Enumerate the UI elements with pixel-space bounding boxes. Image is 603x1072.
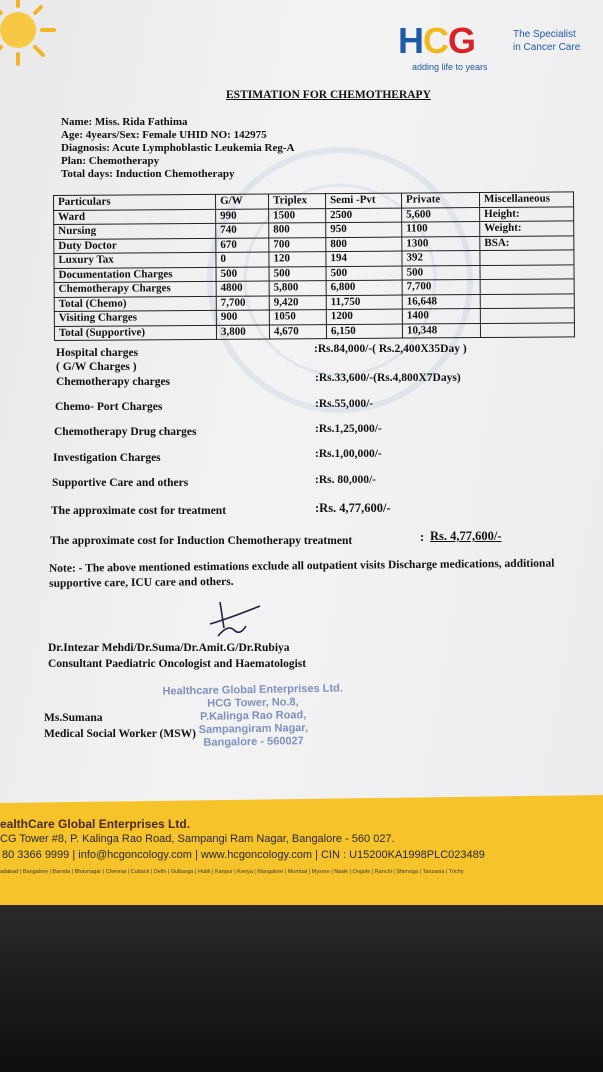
- table-cell: 2500: [326, 208, 402, 223]
- table-cell: 6,150: [326, 324, 402, 339]
- table-cell: Height:: [480, 206, 574, 221]
- approx-cost-value: :Rs. 4,77,600/-: [315, 501, 391, 515]
- table-cell: 740: [216, 223, 269, 238]
- table-cell: Weight:: [480, 221, 574, 236]
- induction-cost-value: Rs. 4,77,600/-: [430, 529, 502, 543]
- footer-cities: adabad | Bangalore | Baroda | Bhavnagar | Chennai | Cuttack | Delhi | Gulbarga | Hubli | Kanpur | Kenya | Mangalore | Mumbai | Mysore | Nasik | Ongole | Ranchi | Shimoga | Tanzania | Trichy: [0, 869, 464, 875]
- background-shadow: [0, 905, 603, 1072]
- table-cell: 1050: [269, 310, 326, 325]
- supportive-care-value: :Rs. 80,000/-: [315, 474, 377, 486]
- table-cell: 10,348: [402, 323, 480, 338]
- table-cell: 16,648: [402, 294, 480, 309]
- table-cell: Luxury Tax: [54, 252, 216, 268]
- patient-total-days: Total days: Induction Chemotherapy: [61, 168, 235, 180]
- social-worker-block: [44, 710, 196, 742]
- table-cell: 5,800: [269, 281, 326, 296]
- table-cell: Documentation Charges: [54, 267, 216, 283]
- table-cell: [480, 322, 574, 337]
- table-cell: Ward: [54, 209, 216, 225]
- table-cell: Total (Supportive): [54, 325, 216, 341]
- chemotherapy-charges-value: :Rs.33,600/-(Rs.4,800X7Days): [315, 372, 461, 384]
- table-cell: 1100: [402, 222, 480, 237]
- patient-diagnosis: Diagnosis: Acute Lymphoblastic Leukemia Reg-A: [61, 142, 295, 154]
- table-cell: [480, 293, 574, 308]
- table-cell: 500: [402, 265, 480, 280]
- table-cell: [480, 250, 574, 265]
- investigation-charges-value: :Rs.1,00,000/-: [315, 448, 382, 460]
- table-cell: 500: [326, 266, 402, 281]
- table-cell: 800: [326, 237, 402, 252]
- chemotherapy-charges-label: Chemotherapy charges: [56, 376, 171, 388]
- hcg-logo: HCG: [398, 20, 476, 61]
- table-cell: 900: [216, 310, 269, 325]
- signature-icon: [200, 598, 270, 643]
- table-cell: 990: [216, 208, 269, 223]
- investigation-charges-label: Investigation Charges: [53, 452, 161, 464]
- table-header: G/W: [215, 194, 268, 209]
- sun-emblem-icon: [0, 0, 68, 80]
- table-header: Miscellaneous: [479, 192, 573, 207]
- table-cell: Duty Doctor: [54, 238, 216, 254]
- table-cell: 7,700: [216, 295, 269, 310]
- note-text: Note: - The above mentioned estimations exclude all outpatient visits Discharge medications, additional supportive care, ICU care and others.: [48, 557, 555, 590]
- table-cell: 194: [326, 251, 402, 266]
- document-title: ESTIMATION FOR CHEMOTHERAPY: [226, 89, 431, 101]
- table-header: Semi -Pvt: [325, 193, 401, 208]
- induction-cost-colon: :: [420, 530, 425, 544]
- footer-address: CG Tower #8, P. Kalinga Rao Road, Sampangi Ram Nagar, Bangalore - 560 027.: [0, 833, 395, 845]
- supportive-care-label: Supportive Care and others: [52, 477, 189, 489]
- table-cell: 5,600: [402, 207, 480, 222]
- port-charges-label: Chemo- Port Charges: [55, 401, 163, 413]
- drug-charges-label: Chemotherapy Drug charges: [54, 426, 197, 438]
- table-cell: 7,700: [402, 280, 480, 295]
- table-cell: 1300: [402, 236, 480, 251]
- table-cell: 0: [216, 252, 269, 267]
- table-cell: 950: [326, 222, 402, 237]
- doctor-block: [48, 640, 306, 672]
- table-cell: Total (Chemo): [54, 296, 216, 312]
- table-cell: 1500: [269, 208, 326, 223]
- doctor-title: Consultant Paediatric Oncologist and Haematologist: [48, 658, 307, 670]
- patient-name: Name: Miss. Rida Fathima: [61, 116, 188, 128]
- table-cell: 800: [269, 223, 326, 238]
- table-cell: 4,670: [269, 324, 326, 339]
- approx-cost-label: The approximate cost for treatment: [51, 505, 227, 517]
- table-cell: 670: [216, 237, 269, 252]
- table-cell: 1400: [402, 309, 480, 324]
- table-cell: [480, 308, 574, 323]
- table-cell: Nursing: [54, 223, 216, 239]
- port-charges-value: :Rs.55,000/-: [315, 398, 374, 410]
- hospital-charges-label: Hospital charges: [56, 347, 139, 359]
- table-header: Private: [401, 193, 479, 208]
- table-cell: 3,800: [216, 324, 269, 339]
- company-stamp: Healthcare Global Enterprises Ltd. HCG Tower, No.8, P.Kalinga Rao Road, Sampangiram Nagar, Bangalore - 560027: [162, 682, 343, 749]
- drug-charges-value: :Rs.1,25,000/-: [315, 423, 382, 435]
- table-cell: 700: [269, 237, 326, 252]
- table-cell: 1200: [326, 309, 402, 324]
- induction-cost-label: The approximate cost for Induction Chemotherapy treatment: [50, 535, 353, 547]
- table-cell: BSA:: [480, 235, 574, 250]
- patient-plan: Plan: Chemotherapy: [61, 155, 160, 167]
- logo-tagline: The Specialist in Cancer Care: [513, 29, 581, 53]
- doctor-names: Dr.Intezar Mehdi/Dr.Suma/Dr.Amit.G/Dr.Rubiya: [48, 642, 290, 654]
- social-worker-title: Medical Social Worker (MSW): [44, 728, 196, 740]
- table-row: [54, 322, 574, 340]
- table-cell: 11,750: [326, 295, 402, 310]
- table-header: Triplex: [268, 194, 325, 209]
- footer-company: ealthCare Global Enterprises Ltd.: [0, 817, 191, 831]
- patient-info: [61, 116, 294, 181]
- table-cell: 9,420: [269, 295, 326, 310]
- hospital-charges-sublabel: ( G/W Charges ): [56, 361, 137, 373]
- social-worker-name: Ms.Sumana: [44, 712, 103, 724]
- table-header: Particulars: [54, 194, 216, 210]
- table-cell: Chemotherapy Charges: [54, 281, 216, 297]
- footer-contact: 80 3366 9999 | info@hcgoncology.com | www.hcgoncology.com | CIN : U15200KA1998PLC023489: [2, 849, 485, 861]
- table-cell: [480, 264, 574, 279]
- patient-age: Age: 4years/Sex: Female UHID NO: 142975: [61, 129, 267, 141]
- logo-subtitle: adding life to years: [412, 62, 488, 72]
- table-cell: 120: [269, 252, 326, 267]
- table-cell: 392: [402, 251, 480, 266]
- table-cell: 500: [269, 266, 326, 281]
- table-cell: 6,800: [326, 280, 402, 295]
- table-cell: Visiting Charges: [54, 310, 216, 326]
- estimation-table: [53, 191, 575, 341]
- table-cell: 500: [216, 266, 269, 281]
- hospital-charges-value: :Rs.84,000/-( Rs.2,400X35Day ): [314, 343, 467, 355]
- table-cell: 4800: [216, 281, 269, 296]
- table-cell: [480, 279, 574, 294]
